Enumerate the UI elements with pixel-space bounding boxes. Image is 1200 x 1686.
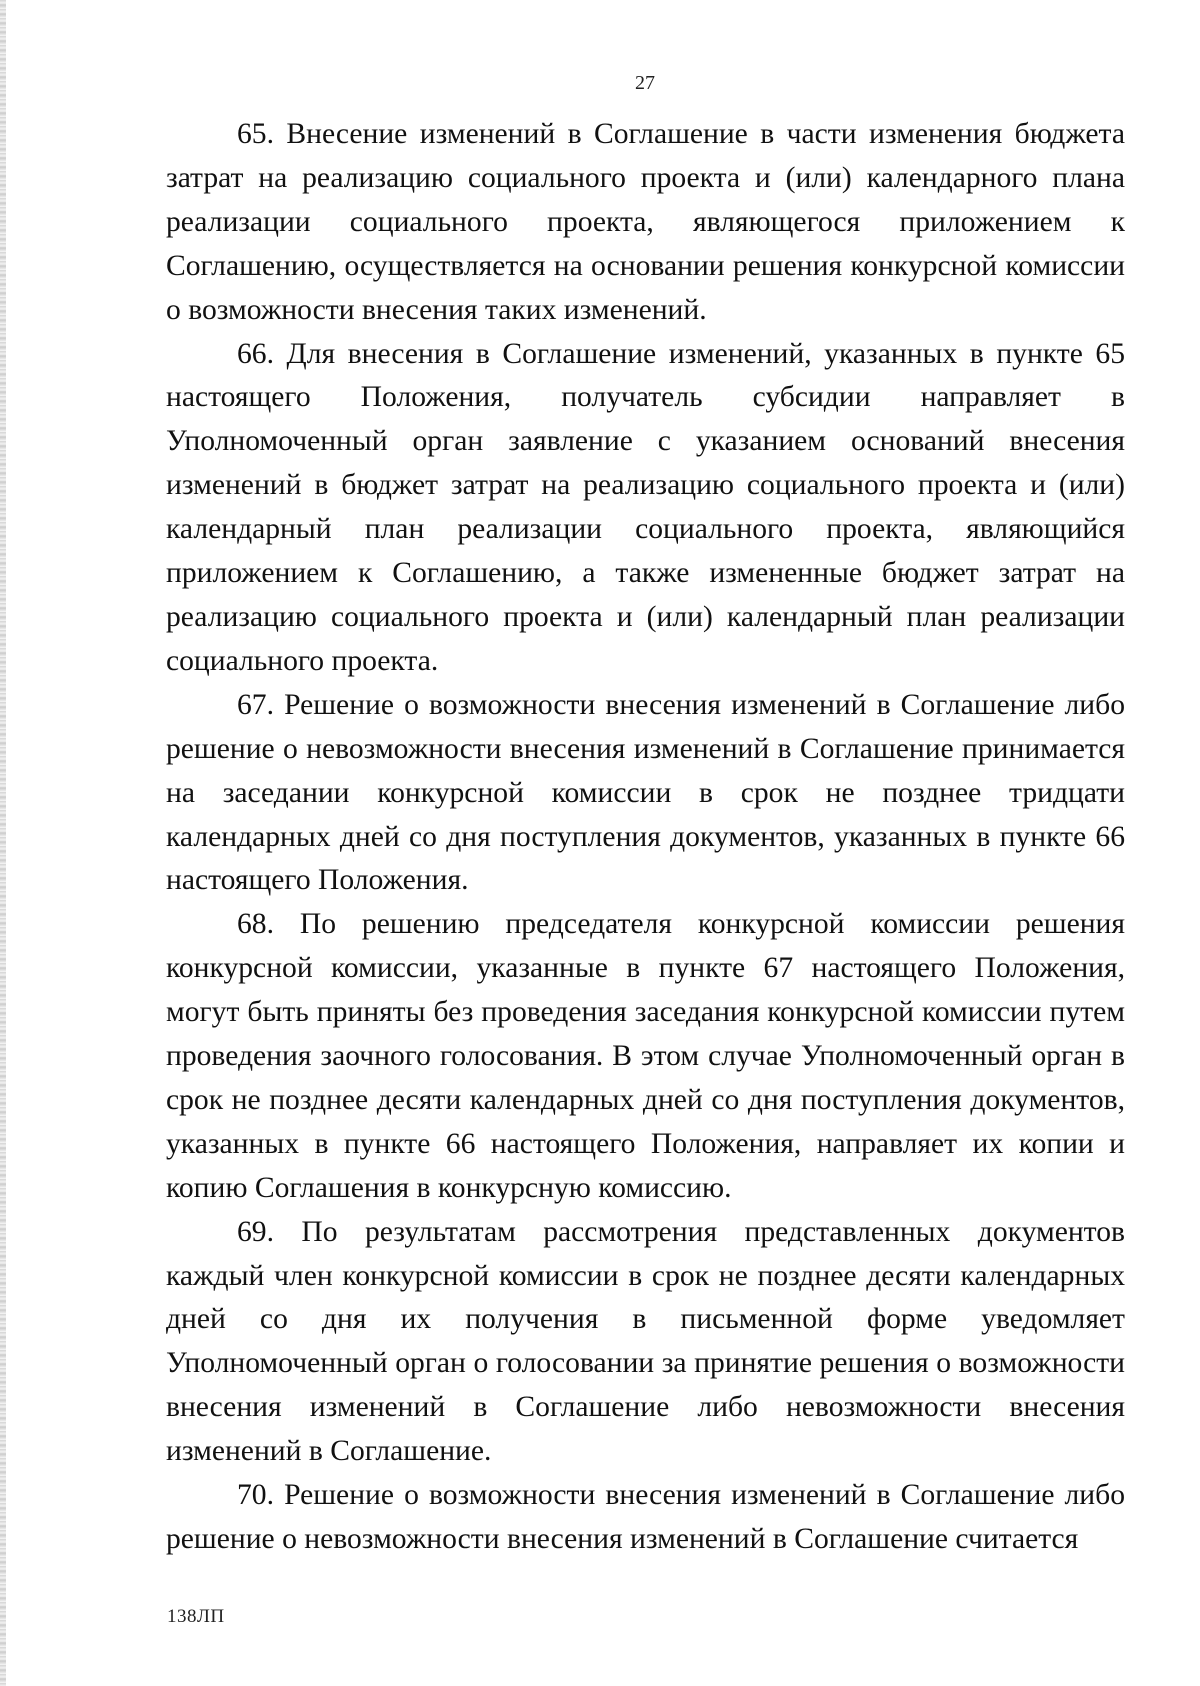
paragraph-68: 68. По решению председателя конкурсной комиссии решения конкурсной комиссии, указанные в пункте 67 настоящего Положения, могут быть приняты без проведения заседания конкурсной комиссии путем проведения заочного голосования. В этом случае Уполномоченный орган в срок не позднее десяти календарных дней со дня поступления документов, указанных в пункте 66 настоящего Положения, направляет их копии и копию Соглашения в конкурсную комиссию. <box>166 908 1125 1204</box>
document-code: 138ЛП <box>167 1606 225 1627</box>
document-body <box>166 113 1125 1562</box>
paragraph-66: 66. Для внесения в Соглашение изменений, указанных в пункте 65 настоящего Положения, получатель субсидии направляет в Уполномоченный орган заявление с указанием оснований внесения изменений в бюджет затрат на реализацию социального проекта и (или) календарный план реализации социального проекта, являющийся приложением к Соглашению, а также измененные бюджет затрат на реализацию социального проекта и (или) календарный план реализации социального проекта. <box>166 337 1125 677</box>
paragraph-69: 69. По результатам рассмотрения представленных документов каждый член конкурсной комиссии в срок не позднее десяти календарных дней со дня их получения в письменной форме уведомляет Уполномоченный орган о голосовании за принятие решения о возможности внесения изменений в Соглашение либо невозможности внесения изменений в Соглашение. <box>166 1215 1125 1468</box>
paragraph-67: 67. Решение о возможности внесения изменений в Соглашение либо решение о невозможности внесения изменений в Соглашение принимается на заседании конкурсной комиссии в срок не позднее тридцати календарных дней со дня поступления документов, указанных в пункте 66 настоящего Положения. <box>166 688 1125 897</box>
paragraph-65: 65. Внесение изменений в Соглашение в части изменения бюджета затрат на реализацию социального проекта и (или) календарного плана реализации социального проекта, являющегося приложением к Соглашению, осуществляется на основании решения конкурсной комиссии о возможности внесения таких изменений. <box>166 118 1125 326</box>
page-number: 27 <box>635 72 655 94</box>
scan-edge <box>0 0 6 1686</box>
paragraph-70: 70. Решение о возможности внесения изменений в Соглашение либо решение о невозможности внесения изменений в Соглашение считается <box>166 1479 1125 1555</box>
